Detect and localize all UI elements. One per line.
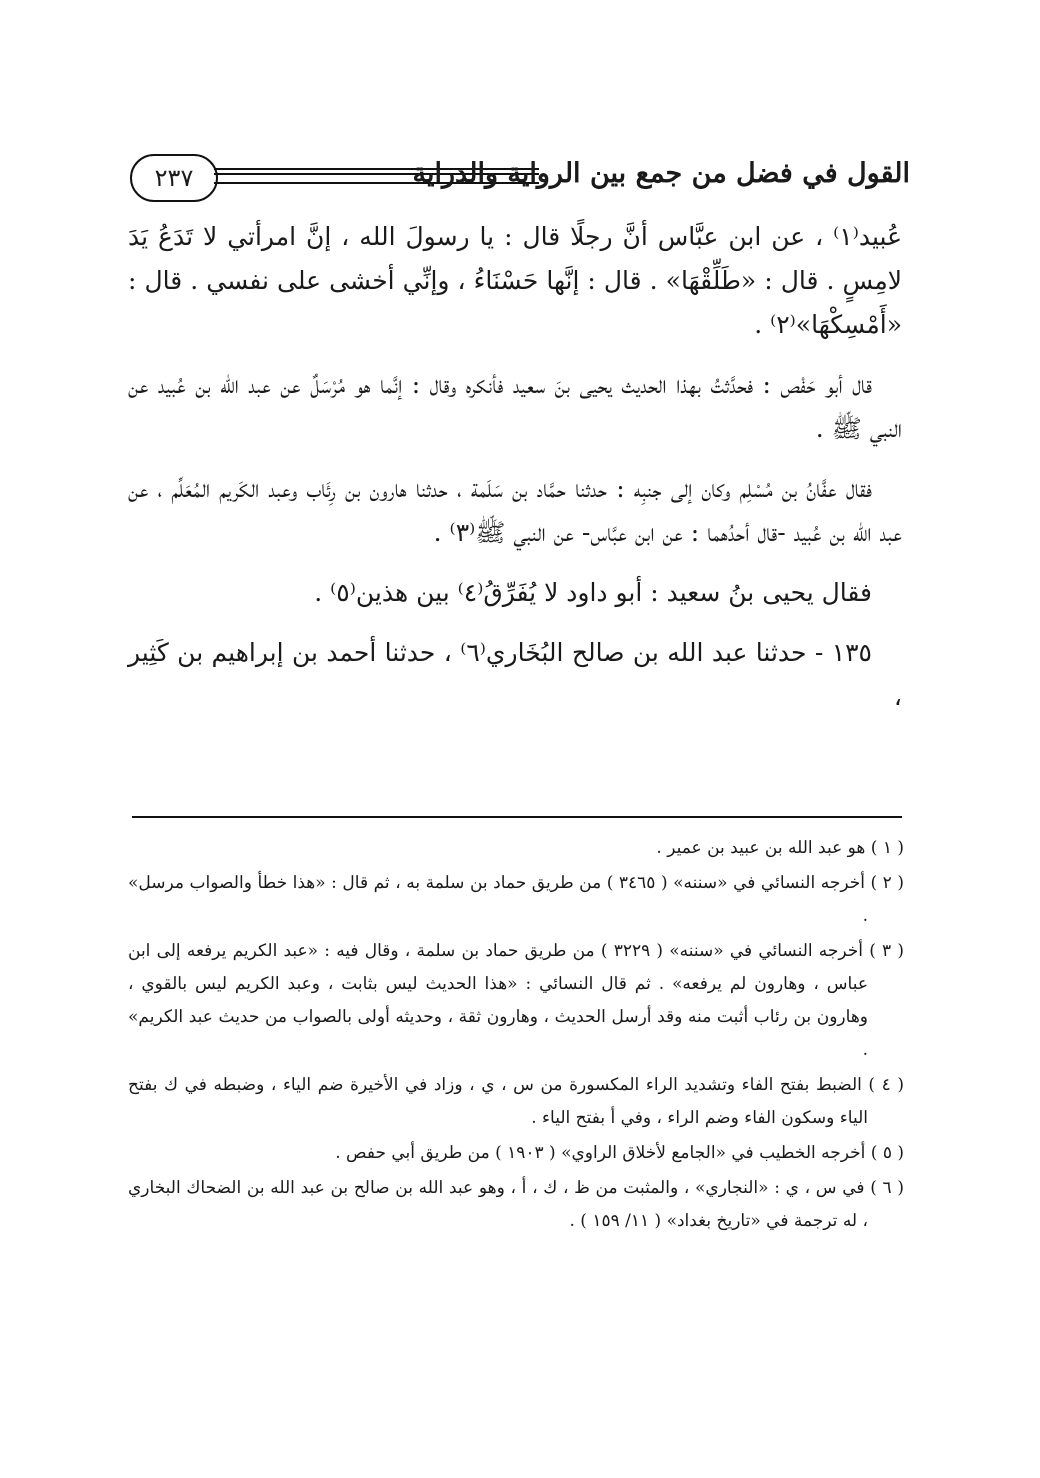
main-text (128, 215, 902, 735)
footnote-1: ( ١ ) هو عبد الله بن عبيد بن عمير . (656, 838, 904, 858)
footnote-4: ( ٤ ) الضبط بفتح الفاء وتشديد الراء المكسورة من س ، ي ، وزاد في الأخيرة ضم الياء ، وضبطه في ك بفتح الياء وسكون الفاء وضم الراء ، وفي أ بفتح الياء . (128, 1075, 904, 1128)
paragraph-3: فقال عفَّانُ بن مُسْلِم وكان إلى جنبِه : حدثنا حمَّاد بن سَلَمة ، حدثنا هارون بن رِئَاب وعبد الكَريم المُعَلِّم ، عن عبد الله بن عُبيد -قال أحدُهما : عن ابن عبَّاس- عن النبي ﷺ⁽٣⁾ . (128, 474, 902, 547)
footnote-2: ( ٢ ) أخرجه النسائي في «سننه» ( ٣٤٦٥ ) من طريق حماد بن سلمة به ، ثم قال : «هذا خطأ والصواب مرسل» . (128, 873, 904, 926)
page-number: ٢٣٧ (130, 154, 218, 202)
paragraph-1: عُبيد⁽١⁾ ، عن ابن عبَّاس أنَّ رجلًا قال : يا رسولَ الله ، إنَّ امرأتي لا تَدَعُ يَدَ لامِسٍ . قال : «طَلِّقْهَا» . قال : إنَّها حَسْنَاءُ ، وإنِّي أخشى على نفسي . قال : «أَمْسِكْهَا»⁽٢⁾ . (128, 222, 902, 339)
footnote-5: ( ٥ ) أخرجه الخطيب في «الجامع لأخلاق الراوي» ( ١٩٠٣ ) من طريق أبي حفص . (335, 1143, 904, 1163)
paragraph-4: فقال يحيى بنُ سعيد : أبو داود لا يُفَرِّقُ⁽٤⁾ بين هذين⁽٥⁾ . (314, 578, 872, 607)
paragraph-2: قال أبو حَفْص : فحدَّثتُ بهذا الحديث يحيى بنَ سعيد فأنكره وقال : إنَّما هو مُرْسَلٌ عن عبد الله بن عُبيد عن النبي ﷺ . (128, 370, 902, 443)
footnote-6: ( ٦ ) في س ، ي : «النجاري» ، والمثبت من ظ ، ك ، أ ، وهو عبد الله بن صالح بن عبد الله بن الضحاك البخاري ، له ترجمة في «تاريخ بغداد» ( ١١/ ١٥٩ ) . (128, 1178, 904, 1231)
footnote-3: ( ٣ ) أخرجه النسائي في «سننه» ( ٣٢٢٩ ) من طريق حماد بن سلمة ، وقال فيه : «عبد الكريم يرفعه إلى ابن عباس ، وهارون لم يرفعه» . ثم قال النسائي : «هذا الحديث ليس بثابت ، وعبد الكريم ليس بالقوي ، وهارون بن رئاب أثبت منه وقد أرسل الحديث ، وهارون ثقة ، وحديثه أولى بالصواب من حديث عبد الكريم» . (128, 941, 904, 1060)
footnotes (128, 832, 904, 1240)
page-header (130, 150, 910, 206)
paragraph-5: ١٣٥ - حدثنا عبد الله بن صالح البُخَاري⁽٦⁾ ، حدثنا أحمد بن إبراهيم بن كَثِير ، (128, 638, 902, 711)
footnote-separator (132, 816, 902, 818)
running-title: القول في فضل من جمع بين الرواية والدراية (412, 158, 910, 189)
